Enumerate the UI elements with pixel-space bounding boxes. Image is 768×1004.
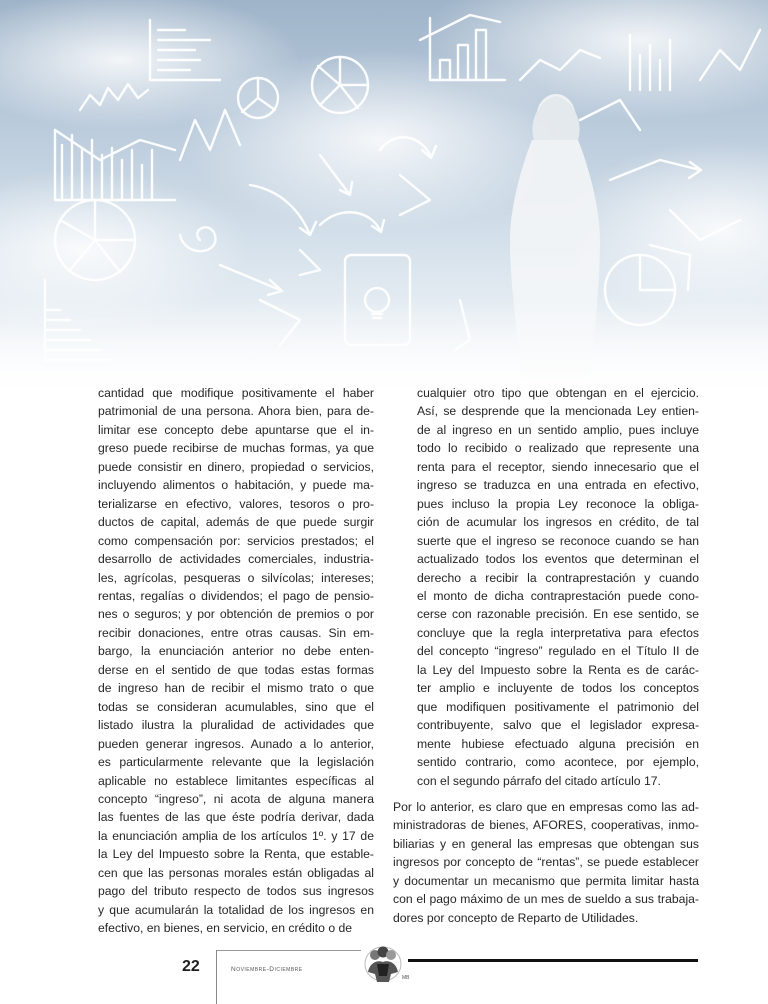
- text-line: del concepto “ingreso” regulado en el Título II de: [417, 644, 699, 659]
- text-line: patrimonial de una persona. Ahora bien, para de-: [98, 404, 374, 419]
- text-line: y que acumularán la totalidad de los ingresos en: [98, 902, 374, 917]
- text-line: sentido contrario, como acontece, por ejemplo,: [417, 755, 699, 770]
- text-line: con el pago máximo de un mes de sueldo a sus trabaja-: [393, 892, 699, 907]
- text-line: la Ley del Impuesto sobre la Renta es de carác-: [417, 662, 699, 677]
- text-line: pago del tributo respecto de todos sus ingresos: [98, 884, 374, 899]
- text-line: cantidad que modifique positivamente el haber: [98, 386, 374, 400]
- text-line: Así, se desprende que la mencionada Ley entien-: [417, 404, 699, 419]
- text-line: todas se consideran acumulables, sino que el: [98, 699, 374, 714]
- text-line: cen que las personas morales están obligadas al: [98, 865, 374, 880]
- publisher-logo-icon: [358, 942, 408, 984]
- text-line: suerte que el ingreso se reconoce cuando se han: [417, 533, 699, 548]
- text-line: actualizado todos los eventos que determinan el: [417, 552, 699, 567]
- logo-text: MB: [402, 975, 410, 981]
- footer-divider: [216, 950, 217, 1004]
- text-line: la enunciación amplia de los artículos 1º. y 17 de: [98, 828, 374, 843]
- text-line: incluyendo alimentos o habitación, y puede ma-: [98, 478, 374, 493]
- text-line: ministradoras de bienes, AFORES, cooperativas, inmo-: [393, 818, 699, 833]
- text-line: ter amplio e incluyente de todos los conceptos: [417, 681, 699, 696]
- text-line: concluye que la regla interpretativa para efectos: [417, 625, 699, 640]
- text-line: concepto “ingreso”, ni acota de alguna manera: [98, 791, 374, 806]
- text-line: la Ley del Impuesto sobre la Renta, que estable-: [98, 847, 374, 862]
- text-line: pueden generar ingresos. Aunado a lo anterior,: [98, 736, 374, 751]
- header-photo-illustration: [0, 0, 768, 400]
- text-line: contribuyente, salvo que el legislador expresa-: [417, 718, 699, 733]
- text-line: de ingreso han de recibir el mismo trato o que: [98, 681, 374, 696]
- text-line: cerse con razonable precisión. En ese sentido, se: [417, 607, 699, 622]
- text-line: les, agrícolas, pesqueras o silvícolas; intereses;: [98, 570, 374, 585]
- text-line: con el segundo párrafo del citado artículo 17.: [417, 773, 661, 788]
- issue-label: Noviembre-Diciembre: [231, 966, 303, 973]
- text-line: desarrollo de actividades comerciales, industria-: [98, 552, 374, 567]
- footer-rule-right: [408, 959, 698, 962]
- conclusion-paragraph: [393, 798, 699, 927]
- text-line: nes o seguros; y por obtención de premios o por: [98, 607, 374, 622]
- text-line: de al ingreso en un sentido amplio, pues incluye: [417, 422, 699, 437]
- text-line: que modifiquen positivamente el patrimonio del: [417, 699, 699, 714]
- text-line: derecho a recibir la contraprestación y cuando: [417, 570, 699, 585]
- text-line: bargo, la enunciación anterior no debe enten-: [98, 644, 374, 659]
- left-text-column: [98, 384, 374, 938]
- text-line: listado ilustra la pluralidad de actividades que: [98, 718, 374, 733]
- text-line: cualquier otro tipo que obtengan en el ejercicio.: [417, 386, 699, 400]
- page-footer: [0, 940, 768, 1004]
- text-line: recibir donaciones, entre otras causas. Sin em-: [98, 625, 374, 640]
- sky-sketch-graphics: [0, 0, 768, 400]
- text-line: ingresos por concepto de “rentas”, se puede establecer: [393, 855, 699, 870]
- text-line: limitar ese concepto debe apuntarse que el in-: [98, 422, 374, 437]
- text-line: pues incluso la propia Ley reconoce la obliga-: [417, 496, 699, 511]
- text-line: es particularmente relevante que la legislación: [98, 755, 374, 770]
- text-line: todo lo recibido o realizado que represente una: [417, 441, 699, 456]
- text-line: y documentar un mecanismo que permita limitar hasta: [393, 873, 699, 888]
- text-line: puede consistir en dinero, propiedad o servicios,: [98, 459, 374, 474]
- text-line: ción de acumular los ingresos en crédito, de tal: [417, 515, 699, 530]
- page-number: 22: [182, 958, 200, 975]
- text-line: efectivo, en bienes, en servicio, en crédito o de: [98, 921, 353, 936]
- text-line: aplicable no establece limitantes específicas al: [98, 773, 374, 788]
- footer-rule-left: [216, 950, 361, 951]
- text-line: renta para el receptor, siendo innecesario que el: [417, 459, 699, 474]
- text-line: ingreso se traduzca en una entrada en efectivo,: [417, 478, 699, 493]
- text-line: greso puede recibirse de muchas formas, ya que: [98, 441, 374, 456]
- text-line: Por lo anterior, es claro que en empresas como las ad-: [393, 800, 699, 814]
- text-line: como compensación por: servicios prestados; el: [98, 533, 374, 548]
- text-line: las fuentes de las que éste podría derivar, dada: [98, 810, 374, 825]
- text-line: ductos de capital, además de que puede surgir: [98, 515, 374, 530]
- text-line: rentas, regalías o dividendos; el pago de pensio-: [98, 588, 374, 603]
- text-line: terializarse en efectivo, valores, tesoros o pro-: [98, 496, 374, 511]
- text-line: biliarias y en general las empresas que obtengan sus: [393, 836, 699, 851]
- text-line: dores por concepto de Reparto de Utilidades.: [393, 910, 639, 925]
- right-text-column: [417, 384, 699, 790]
- text-line: derse en el sentido de que todas estas formas: [98, 662, 374, 677]
- text-line: el monto de dicha contraprestación puede cono-: [417, 588, 699, 603]
- text-line: mente hubiese efectuado alguna precisión en: [417, 736, 699, 751]
